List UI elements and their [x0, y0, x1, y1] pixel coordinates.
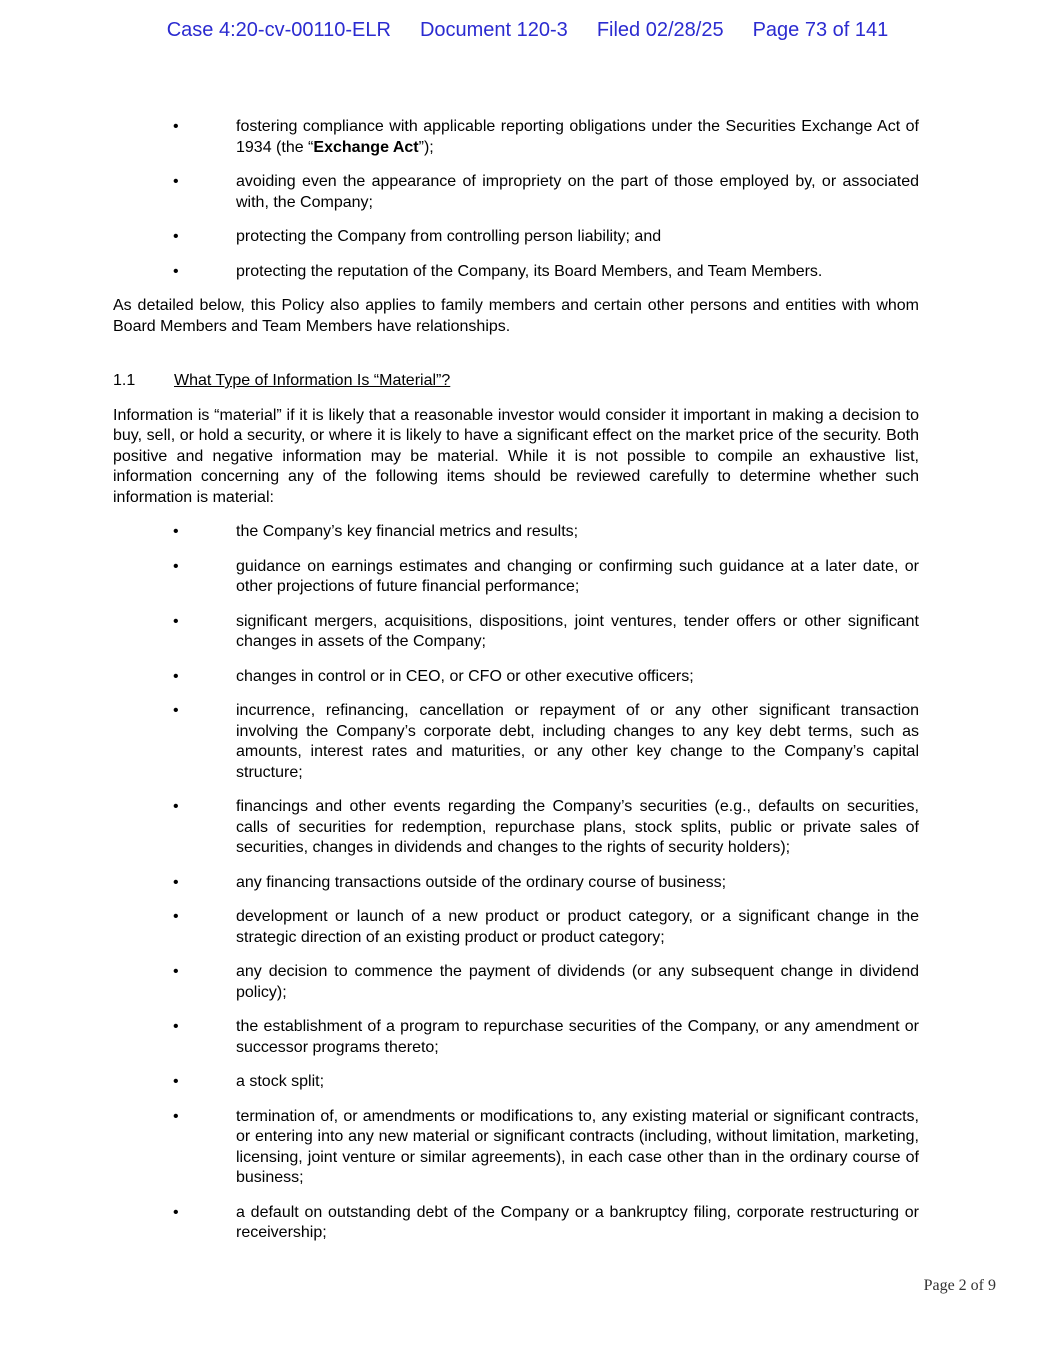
- list-item: • any decision to commence the payment of dividends (or any subsequent change in dividend policy);: [173, 963, 919, 1001]
- list-item: • termination of, or amendments or modifications to, any existing material or significant contracts, or entering into any new material or significant contracts (including, without limitation, marketing, licensing, joint venture or similar agreements), in each case other than in the ordinary course of business;: [173, 1107, 919, 1186]
- defined-term: Exchange Act: [313, 138, 419, 156]
- bullet-marker: •: [173, 963, 179, 980]
- document-number: Document 120-3: [419, 19, 568, 41]
- list-item: • protecting the reputation of the Company, its Board Members, and Team Members.: [113, 262, 919, 283]
- case-number: Case 4:20-cv-00110-ELR: [166, 19, 391, 41]
- page-footer: Page 2 of 9: [923, 1277, 996, 1294]
- bullet-marker: •: [173, 798, 179, 815]
- bullet-marker: •: [173, 118, 179, 135]
- purpose-bullet-list: [113, 117, 919, 282]
- list-item: • any financing transactions outside of the ordinary course of business;: [113, 873, 919, 894]
- document-body: [113, 117, 919, 1258]
- list-item: • the Company’s key financial metrics and results;: [113, 522, 919, 543]
- bullet-marker: •: [173, 612, 179, 630]
- bullet-marker: •: [173, 702, 179, 719]
- bullet-marker: •: [173, 1107, 179, 1125]
- section-title: What Type of Information Is “Material”?: [174, 372, 451, 389]
- bullet-marker: •: [173, 1018, 179, 1035]
- court-filing-header: [0, 19, 1055, 42]
- bullet-marker: •: [173, 173, 179, 190]
- bullet-marker: •: [173, 523, 179, 540]
- list-item: • guidance on earnings estimates and changing or confirming such guidance at a later date, or other projections of future financial performance;: [173, 557, 919, 595]
- bullet-marker: •: [173, 667, 179, 685]
- list-item: • protecting the Company from controlling person liability; and: [113, 227, 919, 248]
- list-item: • changes in control or in CEO, or CFO or other executive officers;: [113, 667, 919, 688]
- list-item: • the establishment of a program to repurchase securities of the Company, or any amendment or successor programs thereto;: [173, 1018, 919, 1056]
- bullet-marker: •: [173, 228, 179, 245]
- section-heading: [113, 371, 919, 392]
- list-item: • a stock split;: [113, 1072, 919, 1093]
- list-item: • a default on outstanding debt of the Company or a bankruptcy filing, corporate restructuring or receivership;: [173, 1203, 919, 1241]
- bullet-marker: •: [173, 908, 179, 925]
- intro-paragraph: As detailed below, this Policy also applies to family members and certain other persons and entities with whom Board Members and Team Members have relationships.: [113, 297, 919, 335]
- list-item: • development or launch of a new product or product category, or a significant change in the strategic direction of an existing product or product category;: [173, 908, 919, 946]
- bullet-marker: •: [173, 262, 179, 280]
- bullet-marker: •: [173, 873, 179, 891]
- list-item: • financings and other events regarding the Company’s securities (e.g., defaults on securities, calls of securities for redemption, repurchase plans, stock splits, public or private sales of securities, changes in dividends and changes to the rights of security holders);: [173, 798, 919, 856]
- filing-page-number: Page 73 of 141: [752, 19, 889, 41]
- list-item: • significant mergers, acquisitions, dispositions, joint ventures, tender offers or other significant changes in assets of the Company;: [173, 612, 919, 650]
- material-items-list: [113, 522, 919, 1244]
- list-item: • incurrence, refinancing, cancellation or repayment of or any other significant transaction involving the Company’s corporate debt, including changes to any key debt terms, such as amounts, interest rates and maturities, or any other key change to the Company’s capital structure;: [173, 702, 919, 781]
- bullet-marker: •: [173, 557, 179, 575]
- bullet-marker: •: [173, 1203, 179, 1221]
- list-item: • fostering compliance with applicable reporting obligations under the Securities Exchange Act of 1934 (the “Exchange Act”);: [173, 118, 919, 156]
- section-number: 1.1: [113, 372, 136, 389]
- section-paragraph: Information is “material” if it is likely that a reasonable investor would consider it important in making a decision to buy, sell, or hold a security, or where it is likely to have a significant effect on the market price of the security. Both positive and negative information may be material. While it is not possible to compile an exhaustive list, information concerning any of the following items should be reviewed carefully to determine whether such information is material:: [113, 406, 919, 506]
- list-item: • avoiding even the appearance of impropriety on the part of those employed by, or associated with, the Company;: [173, 173, 919, 211]
- bullet-marker: •: [173, 1073, 179, 1090]
- filed-date: Filed 02/28/25: [596, 19, 724, 41]
